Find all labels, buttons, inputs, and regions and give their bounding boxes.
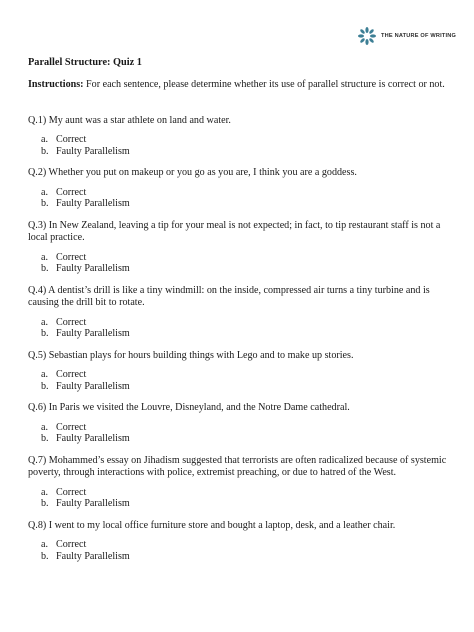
option-label: Correct	[56, 251, 87, 263]
question-7	[28, 455, 448, 510]
answer-option[interactable]	[41, 369, 448, 381]
option-letter: a.	[41, 539, 49, 550]
instructions-label: Instructions:	[28, 79, 84, 90]
question-5	[28, 350, 448, 393]
option-label: Faulty Parallelism	[56, 433, 130, 444]
answer-option[interactable]	[41, 134, 448, 146]
answer-options	[28, 422, 448, 445]
answer-option[interactable]	[41, 328, 448, 340]
answer-options	[28, 134, 448, 157]
option-letter: a.	[41, 134, 49, 145]
option-label: Correct	[56, 486, 87, 498]
option-letter: a.	[41, 186, 49, 198]
option-letter: b.	[41, 263, 49, 274]
question-1	[28, 115, 448, 158]
option-letter: a.	[41, 251, 49, 263]
question-text: Q.3) In New Zealand, leaving a tip for your meal is not expected; in fact, to tip restaurant staff is not a local practice.	[28, 219, 441, 243]
option-label: Faulty Parallelism	[56, 145, 130, 157]
answer-option[interactable]	[41, 498, 448, 510]
question-8	[28, 520, 448, 563]
option-label: Faulty Parallelism	[56, 198, 130, 209]
answer-options	[28, 539, 448, 562]
answer-option[interactable]	[41, 317, 448, 329]
option-label: Correct	[56, 369, 87, 380]
option-label: Faulty Parallelism	[56, 498, 130, 509]
option-label: Faulty Parallelism	[56, 263, 130, 274]
answer-option[interactable]	[41, 263, 448, 275]
question-text: Q.6) In Paris we visited the Louvre, Disneyland, and the Notre Dame cathedral.	[28, 402, 350, 413]
brand-logo	[357, 26, 456, 46]
answer-option[interactable]	[41, 252, 448, 264]
question-3	[28, 220, 448, 275]
answer-options	[28, 317, 448, 340]
question-text: Q.7) Mohammed’s essay on Jihadism suggested that terrorists are often radicalized because of systemic poverty, through interactions with police, extremist preaching, or due to hatred of the West.	[28, 454, 447, 478]
answer-option[interactable]	[41, 539, 448, 551]
option-letter: a.	[41, 486, 49, 498]
answer-options	[28, 252, 448, 275]
question-2	[28, 167, 448, 210]
question-text: Q.2) Whether you put on makeup or you go as you are, I think you are a goddess.	[28, 167, 357, 178]
option-label: Correct	[56, 134, 87, 145]
question-text: Q.5) Sebastian plays for hours building things with Lego and to make up stories.	[28, 349, 354, 361]
option-letter: b.	[41, 380, 49, 392]
question-4	[28, 285, 448, 340]
answer-options	[28, 187, 448, 210]
answer-option[interactable]	[41, 381, 448, 393]
option-label: Correct	[56, 316, 87, 328]
option-letter: a.	[41, 316, 49, 328]
answer-option[interactable]	[41, 422, 448, 434]
answer-option[interactable]	[41, 146, 448, 158]
quiz-title: Parallel Structure: Quiz 1	[28, 57, 142, 68]
option-letter: b.	[41, 433, 49, 444]
option-letter: b.	[41, 328, 49, 339]
question-text: Q.1) My aunt was a star athlete on land and water.	[28, 114, 231, 126]
option-letter: b.	[41, 198, 49, 209]
option-letter: b.	[41, 145, 49, 157]
instructions-text: For each sentence, please determine whether its use of parallel structure is correct or not.	[83, 79, 445, 90]
answer-option[interactable]	[41, 187, 448, 199]
answer-options	[28, 369, 448, 392]
option-letter: b.	[41, 550, 49, 562]
option-letter: a.	[41, 369, 49, 380]
flower-logo-icon	[357, 26, 377, 46]
option-letter: a.	[41, 421, 49, 433]
question-text: Q.8) I went to my local office furniture store and bought a laptop, desk, and a leather chair.	[28, 519, 396, 531]
option-label: Correct	[56, 421, 87, 433]
question-text: Q.4) A dentist’s drill is like a tiny windmill: on the inside, compressed air turns a tiny turbine and is causing the drill bit to rotate.	[28, 284, 430, 308]
brand-name: THE NATURE OF WRITING	[381, 33, 456, 39]
answer-option[interactable]	[41, 198, 448, 210]
option-label: Faulty Parallelism	[56, 550, 130, 562]
answer-option[interactable]	[41, 487, 448, 499]
quiz-content	[28, 56, 448, 562]
option-label: Faulty Parallelism	[56, 328, 130, 339]
option-label: Correct	[56, 186, 87, 198]
option-label: Faulty Parallelism	[56, 380, 130, 392]
instructions	[28, 78, 448, 92]
answer-option[interactable]	[41, 433, 448, 445]
option-label: Correct	[56, 539, 87, 550]
option-letter: b.	[41, 498, 49, 509]
question-6	[28, 402, 448, 445]
question-list	[28, 115, 448, 563]
answer-options	[28, 487, 448, 510]
answer-option[interactable]	[41, 551, 448, 563]
